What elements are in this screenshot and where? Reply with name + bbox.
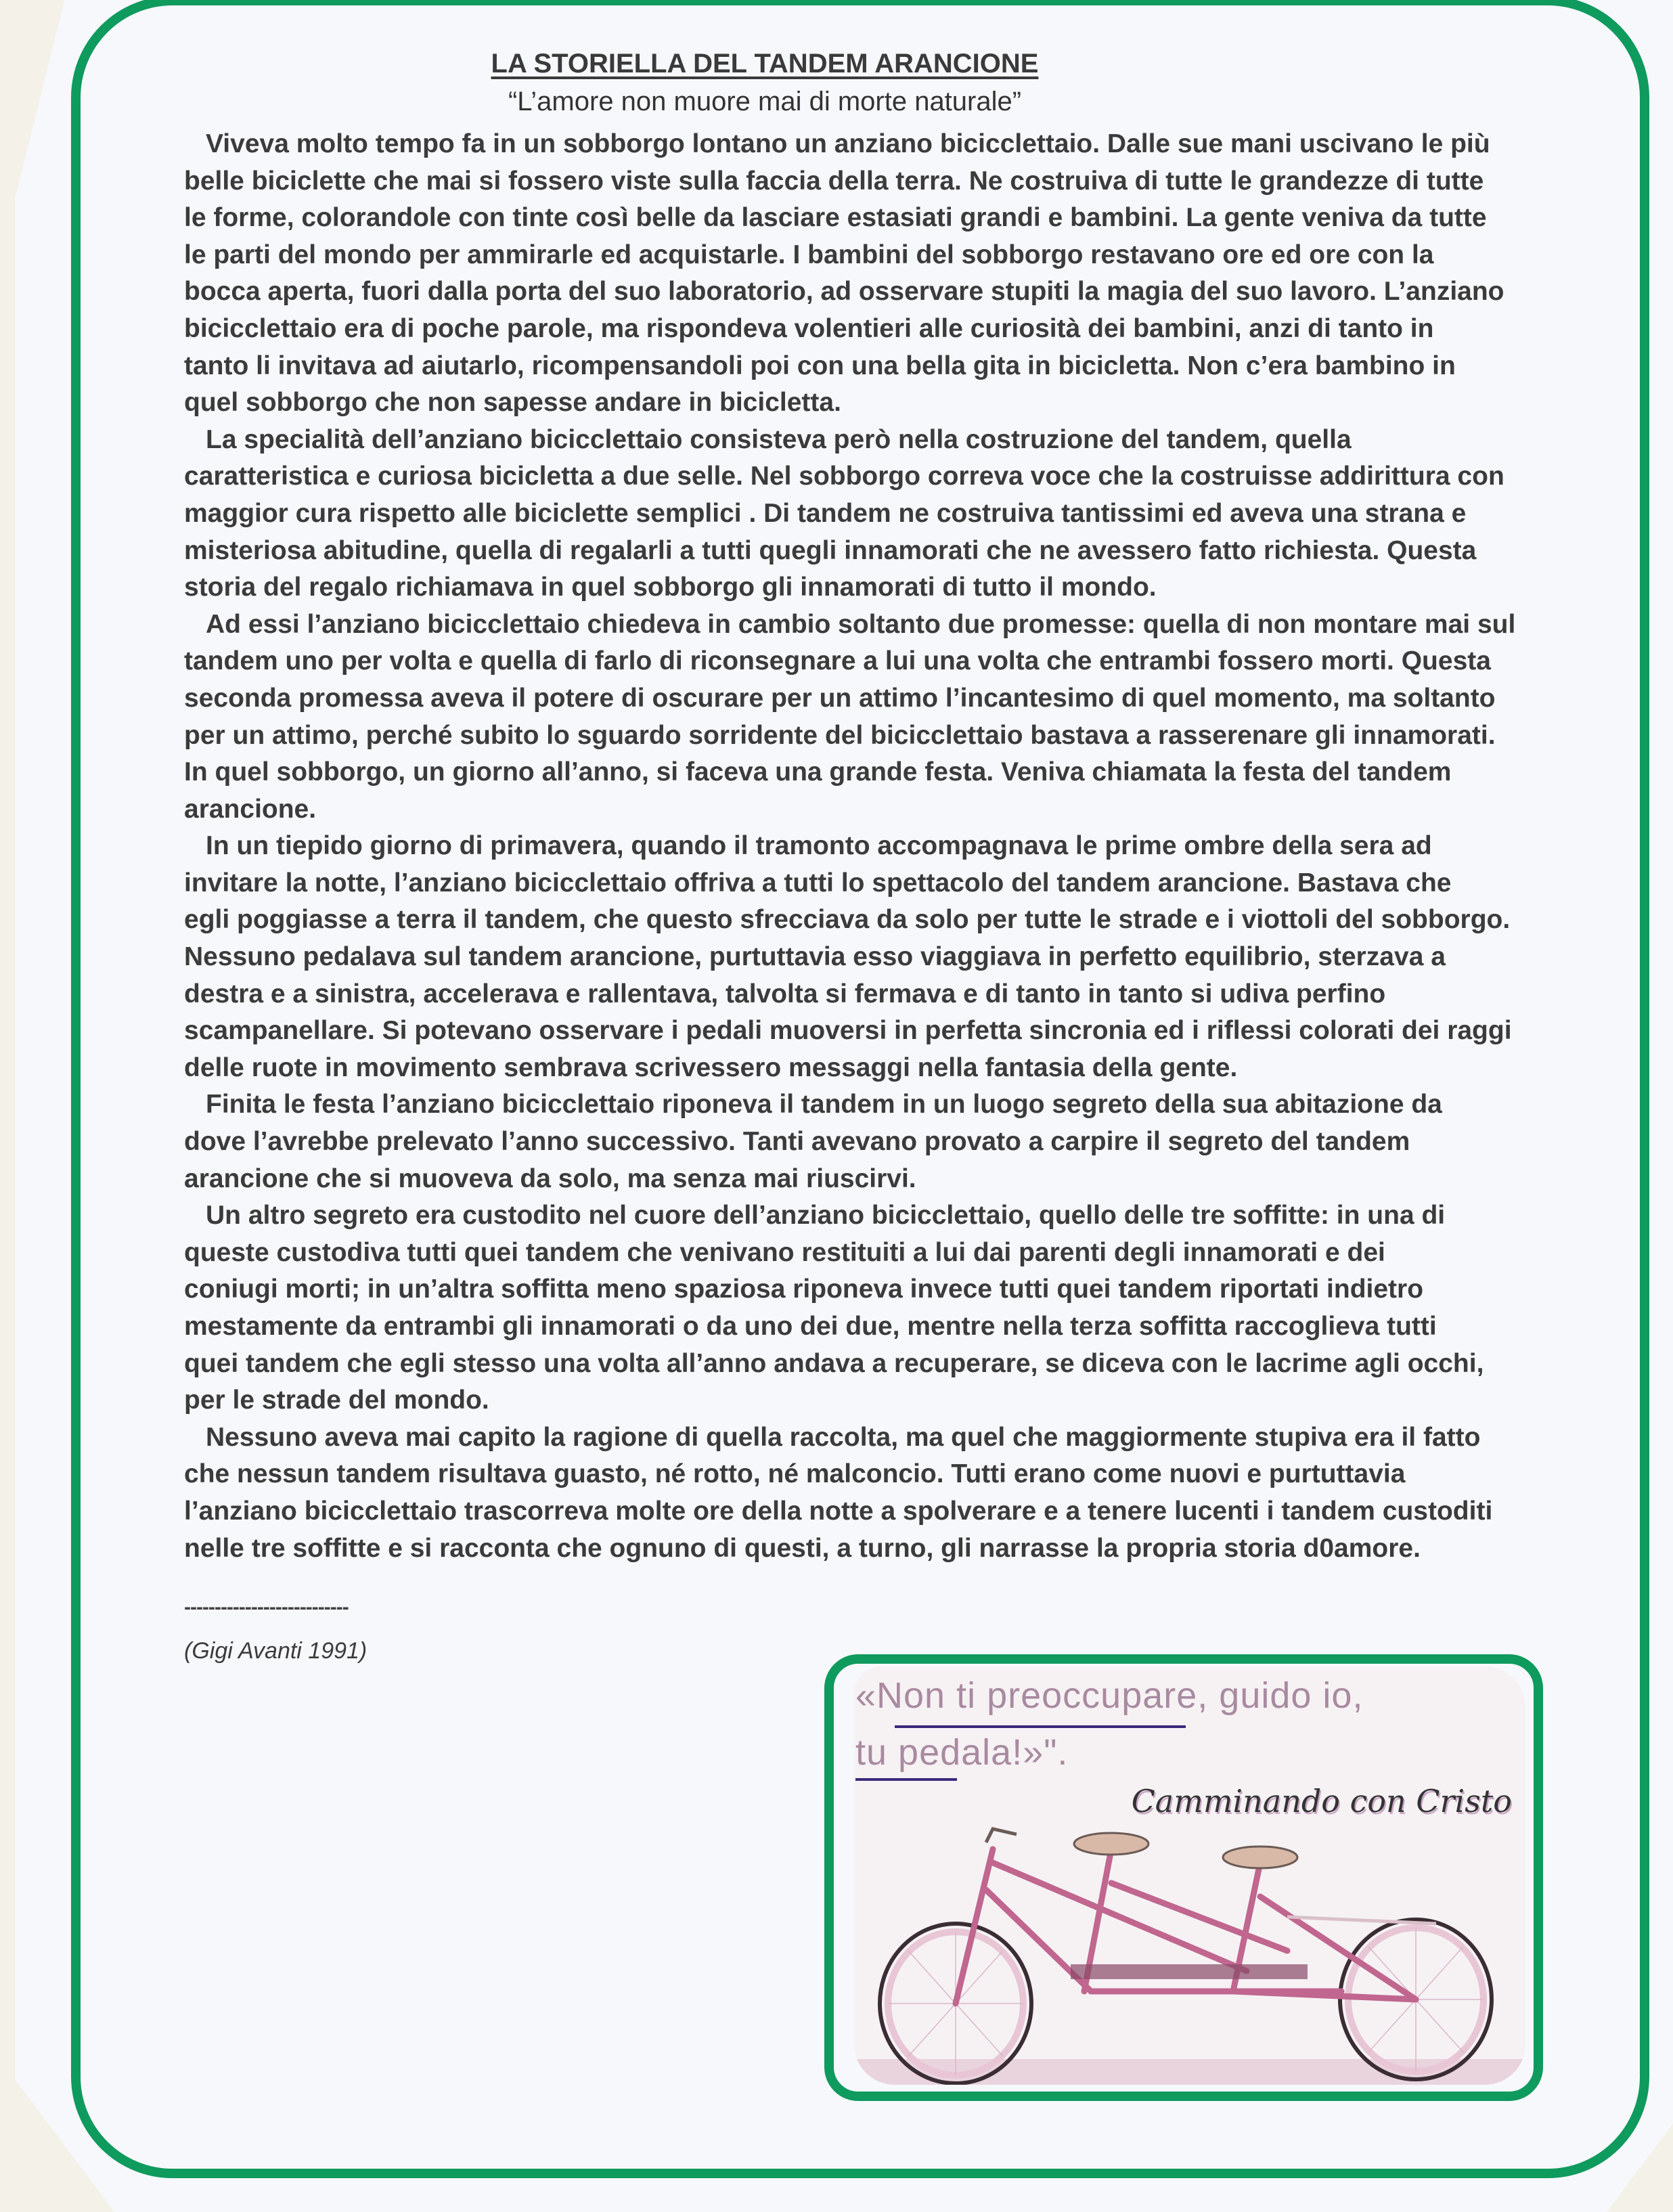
story-line: misteriosa abitudine, quella di regalarli a tutti quegli innamorati che ne avessero fatto richiesta. Questa [184, 535, 1477, 565]
story-line: storia del regalo richiamava in quel sobborgo gli innamorati di tutto il mondo. [184, 573, 1157, 602]
story-line: l’anziano bicicclettaio trascorreva molte ore della notte a spolverare e a tenere lucenti i tandem custoditi [184, 1496, 1493, 1526]
story-line: quei tandem che egli stesso una volta all’anno andava a recuperare, se diceva con le lacrime agli occhi, [184, 1348, 1484, 1378]
story-body [184, 126, 1538, 1567]
story-line: In quel sobborgo, un giorno all’anno, si faceva una grande festa. Veniva chiamata la festa del tandem [184, 757, 1452, 787]
separator-line: --------------------------- [184, 1596, 349, 1618]
story-line: caratteristica e curiosa bicicletta a due selle. Nel sobborgo correva voce che la costruisse addirittura con [184, 462, 1504, 491]
quote-underline-1 [895, 1725, 1186, 1728]
story-line: queste custodiva tutti quei tandem che venivano restituiti a lui dai parenti degli innamorati e dei [184, 1237, 1385, 1267]
tandem-bicycle-icon [854, 1822, 1525, 2085]
card-quote-line-2: tu pedala!»". [855, 1732, 1069, 1773]
story-line: per le strade del mondo. [184, 1386, 489, 1415]
story-line: destra e a sinistra, accelerava e rallentava, talvolta si fermava e di tanto in tanto si udiva perfino [184, 979, 1386, 1009]
story-line: per un attimo, perché subito lo sguardo sorridente del bicicclettaio bastava a rasserenare gli innamorati. [184, 720, 1496, 750]
story-line: le forme, colorandole con tinte così belle da lasciare estasiati grandi e bambini. La gente veniva da tutte [184, 203, 1487, 233]
story-line: bicicclettaio era di poche parole, ma rispondeva volentieri alle curiosità dei bambini, anzi di tanto in [184, 313, 1434, 343]
author-signature: (Gigi Avanti 1991) [184, 1638, 367, 1664]
story-line: quel sobborgo che non sapesse andare in bicicletta. [184, 388, 841, 418]
story-line: arancione che si muoveva da solo, ma senza mai riuscirvi. [184, 1164, 916, 1193]
page-subtitle: “L’amore non muore mai di morte naturale” [508, 87, 1022, 116]
story-line: arancione. [184, 794, 317, 824]
story-line: coniugi morti; in un’altra soffitta meno spaziosa riponeva invece tutti quei tandem riportati indietro [184, 1275, 1424, 1304]
story-line: nelle tre soffitte e si racconta che ognuno di questi, a turno, gli narrasse la propria storia d0amore. [184, 1533, 1421, 1563]
story-line: bocca aperta, fuori dalla porta del suo laboratorio, ad osservare stupiti la magia del suo lavoro. L’anziano [184, 277, 1504, 307]
story-line: Viveva molto tempo fa in un sobborgo lontano un anziano bicicclettaio. Dalle sue mani uscivano le più [206, 129, 1490, 158]
story-line: mestamente da entrambi gli innamorati o da uno dei due, mentre nella terza soffitta raccoglieva tutti [184, 1312, 1437, 1341]
story-line: belle biciclette che mai si fossero viste sulla faccia della terra. Ne costruiva di tutte le grandezze di tutte [184, 166, 1484, 196]
story-line: La specialità dell’anziano bicicclettaio consisteva però nella costruzione del tandem, quella [206, 424, 1352, 454]
story-line: tanto li invitava ad aiutarlo, ricompensandoli poi con una bella gita in bicicletta. Non c’era bambino in [184, 351, 1456, 380]
card-quote-line-1: «Non ti preoccupare, guido io, [855, 1675, 1364, 1716]
story-line: scampanellare. Si potevano osservare i pedali muoversi in perfetta sincronia ed i riflessi colorati dei raggi [184, 1016, 1512, 1046]
story-line: invitare la notte, l’anziano bicicclettaio offriva a tutti lo spettacolo del tandem arancione. Bastava che [184, 868, 1452, 898]
quote-underline-2 [855, 1778, 957, 1781]
story-line: seconda promessa aveva il potere di oscurare per un attimo l’incantesimo di quel momento, ma soltanto [184, 683, 1496, 713]
page-title: LA STORIELLA DEL TANDEM ARANCIONE [491, 49, 1039, 79]
story-line: Finita le festa l’anziano bicicclettaio riponeva il tandem in un luogo segreto della sua abitazione da [206, 1090, 1442, 1120]
story-line: tandem uno per volta e quella di farlo di riconsegnare a lui una volta che entrambi fossero morti. Questa [184, 646, 1491, 676]
story-line: le parti del mondo per ammirarle ed acquistarle. I bambini del sobborgo restavano ore ed ore con la [184, 240, 1434, 269]
card-brand: Camminando con Cristo [1131, 1783, 1512, 1819]
story-line: delle ruote in movimento sembrava scrivessero messaggi nella fantasia della gente. [184, 1053, 1238, 1082]
story-line: In un tiepido giorno di primavera, quando il tramonto accompagnava le prime ombre della sera ad [206, 831, 1432, 861]
story-line: maggior cura rispetto alle biciclette semplici . Di tandem ne costruiva tantissimi ed aveva una strana e [184, 498, 1467, 528]
story-line: dove l’avrebbe prelevato l’anno successivo. Tanti avevano provato a carpire il segreto del tandem [184, 1127, 1410, 1157]
illustration-card [854, 1666, 1525, 2085]
story-line: che nessun tandem risultava guasto, né rotto, né malconcio. Tutti erano come nuovi e purtuttavia [184, 1459, 1406, 1489]
story-line: Un altro segreto era custodito nel cuore dell’anziano bicicclettaio, quello delle tre soffitte: in una di [206, 1201, 1446, 1231]
story-line: Nessuno aveva mai capito la ragione di quella raccolta, ma quel che maggiormente stupiva era il fatto [206, 1422, 1481, 1452]
story-line: egli poggiasse a terra il tandem, che questo sfrecciava da solo per tutte le strade e i viottoli del sobborgo. [184, 905, 1511, 935]
story-line: Nessuno pedalava sul tandem arancione, purtuttavia esso viaggiava in perfetto equilibrio, sterzava a [184, 942, 1446, 972]
story-line: Ad essi l’anziano bicicclettaio chiedeva in cambio soltanto due promesse: quella di non montare mai sul [206, 609, 1516, 639]
